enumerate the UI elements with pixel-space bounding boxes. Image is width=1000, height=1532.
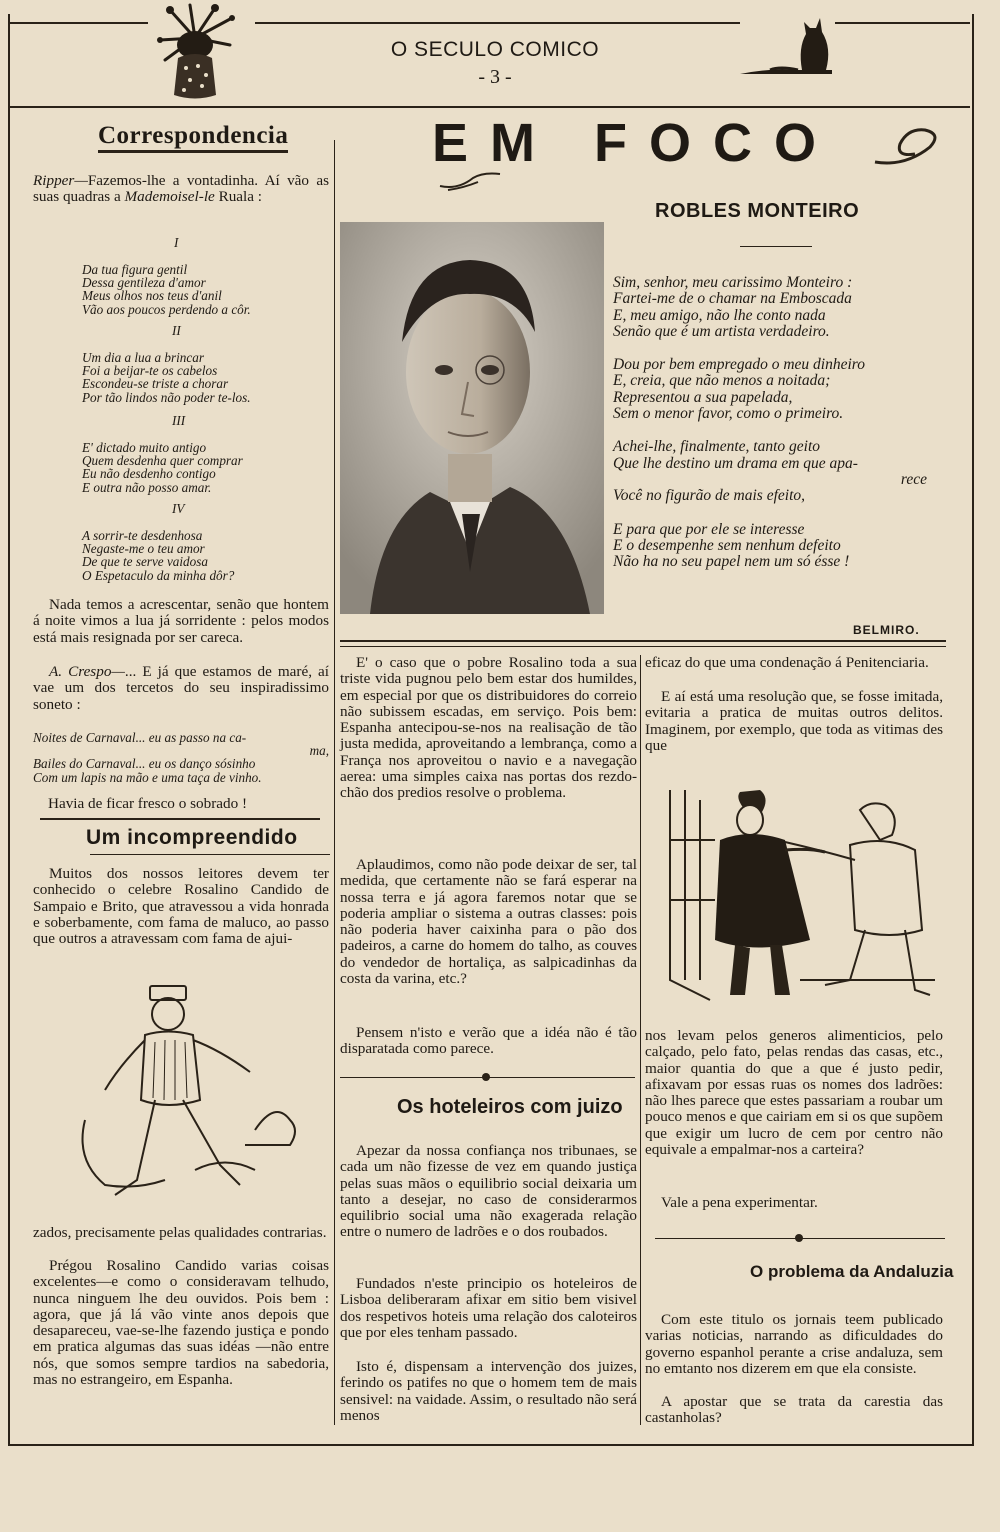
rule-ornament-dot [795, 1234, 803, 1242]
rosalino-continuation: nos levam pelos generos alimenticios, pelo calçado, pelo fato, pelas rendas das casas, etc., maior quantia do que a que é justo pedir, afixavam por essas ruas os nomes dos ladrões: não lhes parece que estes passariam a roubar um pouco menos e que cairiam em si os que supõem que exigir um lucro de cem por centro não equivale a empalmar-nos a carteira? [645, 1027, 943, 1159]
andaluzia-paragraph: Com este titulo os jornais teem publicado varias noticias, narrando as dificuldades do governo espanhol perante a crise andaluza, sem no emtanto nos dizerem em que ela consiste. [645, 1311, 943, 1377]
top-rule-left [8, 22, 148, 24]
portrait-photo [340, 222, 604, 614]
page-number: - 3 - [478, 66, 512, 88]
andaluzia-paragraph: A apostar que se trata da carestia das castanholas? [645, 1393, 943, 1427]
hoteleiros-paragraph: Apezar da nossa confiança nos tribunaes, se cada um não fizesse de vez em quando justiça pelas suas mãos o equilibrio social deixaria um tanto a desejar, no caso de considerarmos equilibrio social uma não exagerada relação entre o numero de ladrões e o dos roubados. [340, 1142, 637, 1241]
jester-doll-illustration [150, 0, 240, 105]
swirl-ornament [870, 122, 945, 172]
column-divider-left [334, 140, 335, 1425]
rosalino-paragraph: Aplaudimos, como não pode deixar de ser, tal medida, que certamente não se fará esperar na nossa terra e já agora faremos notar que se poderia ampliar o sistema a outras classes: pois não poderia haver caixinha para o pão dos padeiros, a carne do homem do talho, as couves do vendedor de hortaliça, as salpicadinhas da costa da varina, etc.? [340, 856, 637, 988]
rosalino-continuation: E aí está uma resolução que, se fosse imitada, evitaria a pratica de muitas outros delitos. Imaginem, por exemplo, que toda as vitimas des que [645, 688, 943, 754]
short-rule [740, 246, 812, 247]
top-rule-right [255, 22, 740, 24]
hoteleiros-paragraph: Isto é, dispensam a intervenção dos juizes, ferindo os patifes no que o homem tem de mais sensivel: na vaidade. Assim, o resultado não será menos [340, 1358, 637, 1424]
correspondencia-closing: Havia de ficar fresco o sobrado ! [48, 795, 248, 812]
poem-stanza: Um dia a lua a brincar Foi a beijar-te os cabelos Escondeu-se triste a chorar Por tão lindos não poder te-los. [82, 350, 251, 405]
poem-stanza: Da tua figura gentil Dessa gentileza d'amor Meus olhos nos teus d'anil Vão aos poucos perdendo a côr. [82, 262, 251, 317]
section-rule [40, 818, 320, 820]
signature-belmiro: BELMIRO. [853, 623, 920, 637]
sonnet-robles: Sim, senhor, meu carissimo Monteiro : Fartei-me de o chamar na Emboscada E, meu amigo, não lhe conto nada Senão que é um artista verdadeiro. Dou por bem empregado o meu dinheiro E, creia, que não menos a noitada; Representou a sua papelada, Sem o menor favor, como o primeiro. Achei-lhe, finalmente, tanto geito Que lhe destino um drama em que apa- rece Você no figurão de mais efeito, E para que por ele se interesse E o desempenhe sem nenhum defeito Não ha no seu papel nem um só ésse ! [613, 274, 927, 571]
hoteleiros-paragraph: Fundados n'este principio os hoteleiros de Lisboa deliberaram afixar em sitio bem visivel dos respetivos hoteis uma relação dos caloteiros que por eles tenham passado. [340, 1275, 637, 1341]
double-rule [340, 640, 946, 642]
header-rule [8, 106, 970, 108]
column-divider-right [640, 655, 641, 1425]
rosalino-paragraph: Pensem n'isto e verão que a idéa não é tão disparatada como parece. [340, 1024, 637, 1058]
sonnet-tercet: Noites de Carnaval... eu as passo na ca- ma, Bailes do Carnaval... eu os danço sósinho Com um lapis na mão e uma taça de vinho. [33, 730, 329, 785]
swirl-ornament [438, 168, 508, 192]
incompreendido-paragraph: Prégou Rosalino Candido varias coisas excelentes—e como o consideravam telhudo, nunca ninguem lhe deu ouvidos. Pois bem : agora, que já lá vão vinte anos depois que desapareceu, vae-se-lhe fazendo justiça e pondo em pratica algumas das suas idéas —não entre nós, que somos sempre tardios na sabedoria, mas no estrangeiro, em Espanha. [33, 1257, 329, 1389]
rule-ornament-dot [482, 1073, 490, 1081]
poem-stanza: A sorrir-te desdenhosa Negaste-me o teu amor De que te serve vaidosa O Espetaculo da minha dôr? [82, 528, 235, 583]
poem-stanza: E' dictado muito antigo Quem desdenha quer comprar Eu não desdenho contigo E outra não posso amar. [82, 440, 243, 495]
rosalino-continuation: eficaz do que uma condenação á Penitenciaria. [645, 654, 929, 671]
incompreendido-heading: Um incompreendido [86, 826, 298, 849]
incompreendido-paragraph: zados, precisamente pelas qualidades contrarias. [33, 1224, 327, 1241]
andaluzia-heading: O problema da Andaluzia [750, 1262, 954, 1281]
top-rule-far-right [835, 22, 970, 24]
section-rule [90, 854, 330, 855]
stanza-numeral: I [174, 235, 179, 250]
correspondencia-comment: Nada temos a acrescentar, senão que hontem á noite vimos a lua já sorridente : pelos modos está mais resignada por ser careca. [33, 596, 329, 646]
double-rule [340, 646, 946, 647]
stanza-numeral: III [172, 413, 186, 428]
crespo-reply: A. Crespo—... E já que estamos de maré, aí vae um dos tercetos do seu inspiradissimo soneto : [33, 663, 329, 713]
incompreendido-paragraph: Muitos dos nossos leitores devem ter conhecido o celebre Rosalino Candido de Sampaio e Brito, que atravessou a vida honrada e soberbamente, com fama de maluco, ao passo que outros a atravessam com fama de ajui- [33, 865, 329, 948]
newspaper-title: O SECULO COMICO [390, 38, 600, 61]
em-foco-subtitle: ROBLES MONTEIRO [655, 200, 860, 222]
correspondencia-heading: Correspondencia [98, 122, 288, 153]
hoteleiros-heading: Os hoteleiros com juizo [397, 1096, 623, 1118]
correspondencia-intro: Ripper—Fazemos-lhe a vontadinha. Aí vão as suas quadras a Mademoisel-le Ruala : [33, 172, 329, 206]
walking-man-illustration [75, 980, 305, 1210]
pickpocket-cartoon-illustration [660, 780, 940, 1020]
rosalino-continuation: Vale a pena experimentar. [661, 1194, 818, 1211]
stanza-numeral: IV [172, 501, 185, 516]
stanza-numeral: II [172, 323, 181, 338]
cat-silhouette-illustration [740, 8, 835, 78]
rosalino-paragraph: E' o caso que o pobre Rosalino toda a sua triste vida pugnou pelo bem estar dos humildes, em especial por que os distribuidores do correio não subissem escadas, em serviço. Pois bem: Espanha antecipou-se-nos na realisação de tão justa medida, aproveitando a lembrança, como a França nos aproveitou o navio e a navegação aerea: uma simples caixa nas portas dos rezdo-chão dos predios resolve o problema. [340, 654, 637, 802]
em-foco-heading: EM FOCO [432, 113, 838, 173]
